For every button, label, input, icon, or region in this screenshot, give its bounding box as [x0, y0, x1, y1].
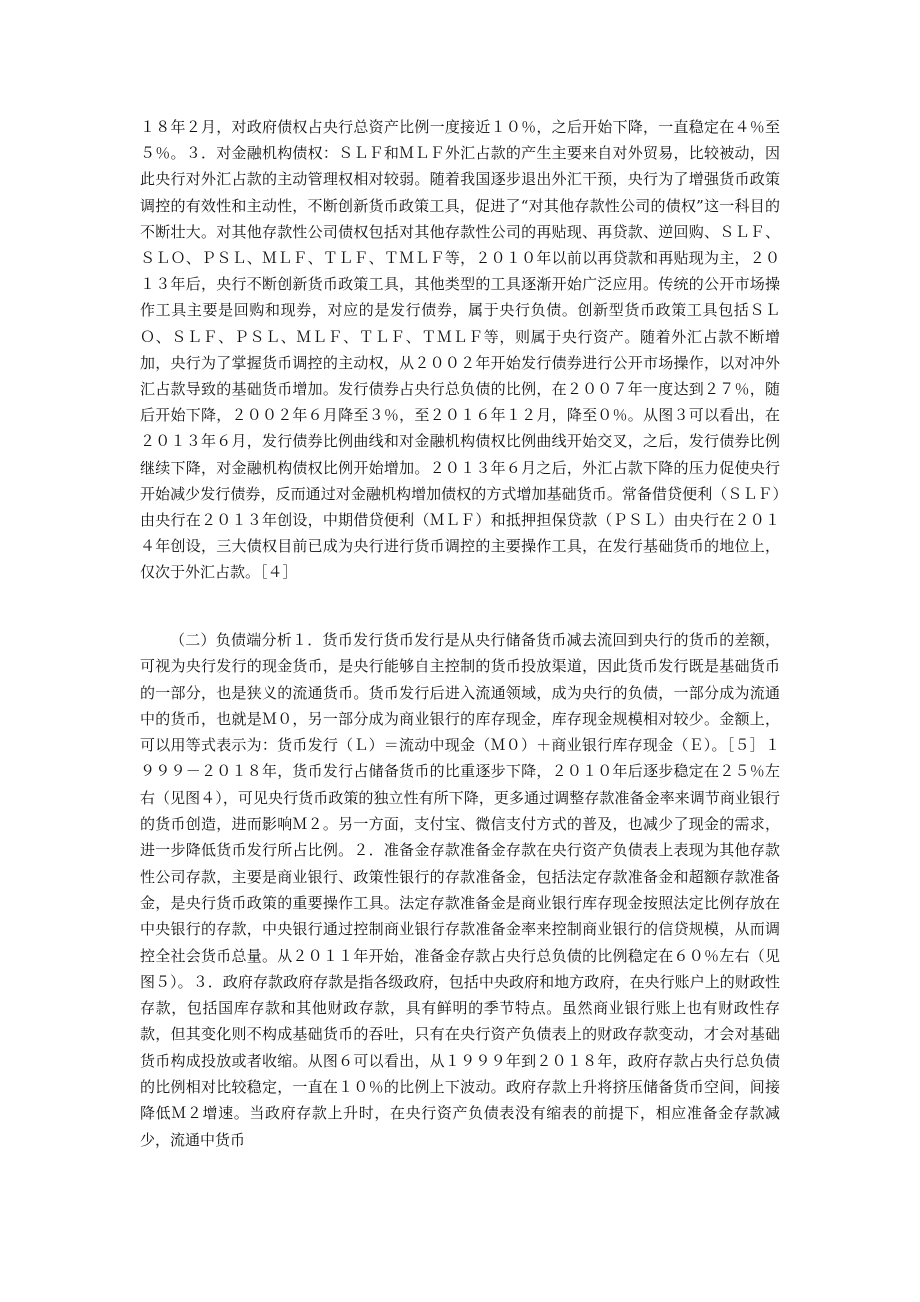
paragraph-liability-side-analysis: （二）负债端分析１．货币发行货币发行是从央行储备货币减去流回到央行的货币的差额，可视为央行发行的现金货币，是央行能够自主控制的货币投放渠道，因此货币发行既是基础货币的一部分，也是狭义的流通货币。货币发行后进入流通领域，成为央行的负债，一部分成为流通中的货币，也就是Ｍ０，另一部分成为商业银行的库存现金，库存现金规模相对较少。金额上，可以用等式表示为：货币发行（Ｌ）＝流动中现金（Ｍ０）＋商业银行库存现金（Ｅ）。［５］１９９９－２０１８年，货币发行占储备货币的比重逐步下降，２０１０年后逐步稳定在２５％左右（见图４），可见央行货币政策的独立性有所下降，更多通过调整存款准备金率来调节商业银行的货币创造，进而影响Ｍ２。另一方面，支付宝、微信支付方式的普及，也减少了现金的需求，进一步降低货币发行所占比例。２．准备金存款准备金存款在央行资产负债表上表现为其他存款性公司存款，主要是商业银行、政策性银行的存款准备金，包括法定存款准备金和超额存款准备金，是央行货币政策的重要操作工具。法定存款准备金是商业银行库存现金按照法定比例存放在中央银行的存款，中央银行通过控制商业银行存款准备金率来控制商业银行的信贷规模，从而调控全社会货币总量。从２０１１年开始，准备金存款占央行总负债的比例稳定在６０％左右（见图５）。３．政府存款政府存款是指各级政府，包括中央政府和地方政府，在央行账户上的财政性存款，包括国库存款和其他财政存款，具有鲜明的季节特点。虽然商业银行账上也有财政性存款，但其变化则不构成基础货币的吞吐，只有在央行资产负债表上的财政存款变动，才会对基础货币构成投放或者收缩。从图６可以看出，从１９９９年到２０１８年，政府存款占央行总负债的比例相对比较稳定，一直在１０％的比例上下波动。政府存款上升将挤压储备货币空间，间接降低Ｍ２增速。当政府存款上升时，在央行资产负债表没有缩表的前提下，相应准备金存款减少，流通中货币 — [140, 631, 780, 1149]
paragraph-asset-side-continued: １８年２月，对政府债权占央行总资产比例一度接近１０％，之后开始下降，一直稳定在４％至５％。３．对金融机构债权：ＳＬＦ和ＭＬＦ外汇占款的产生主要来自对外贸易，比较被动，因此央行对外汇占款的主动管理权相对较弱。随着我国逐步退出外汇干预，央行为了增强货币政策调控的有效性和主动性，不断创新货币政策工具，促进了“对其他存款性公司的债权”这一科目的不断壮大。对其他存款性公司债权包括对其他存款性公司的再贴现、再贷款、逆回购、ＳＬＦ、ＳＬＯ、ＰＳＬ、ＭＬＦ、ＴＬＦ、ＴＭＬＦ等，２０１０年以前以再贷款和再贴现为主，２０１３年后，央行不断创新货币政策工具，其他类型的工具逐渐开始广泛应用。传统的公开市场操作工具主要是回购和现券，对应的是发行债券，属于央行负债。创新型货币政策工具包括ＳＬＯ、ＳＬＦ、ＰＳＬ、ＭＬＦ、ＴＬＦ、ＴＭＬＦ等，则属于央行资产。随着外汇占款不断增加，央行为了掌握货币调控的主动权，从２００２年开始发行债券进行公开市场操作，以对冲外汇占款导致的基础货币增加。发行债券占央行总负债的比例，在２００７年一度达到２７％，随后开始下降，２００２年６月降至３％，至２０１６年１２月，降至０％。从图３可以看出，在２０１３年６月，发行债券比例曲线和对金融机构债权比例曲线开始交叉，之后，发行债券比例继续下降，对金融机构债权比例开始增加。２０１３年６月之后，外汇占款下降的压力促使央行开始减少发行债券，反而通过对金融机构增加债权的方式增加基础货币。常备借贷便利（ＳＬＦ）由央行在２０１３年创设，中期借贷便利（ＭＬＦ）和抵押担保贷款（ＰＳＬ）由央行在２０１４年创设，三大债权目前已成为央行进行货币调控的主要操作工具，在发行基础货币的地位上，仅次于外汇占款。［４］ — [140, 118, 780, 582]
